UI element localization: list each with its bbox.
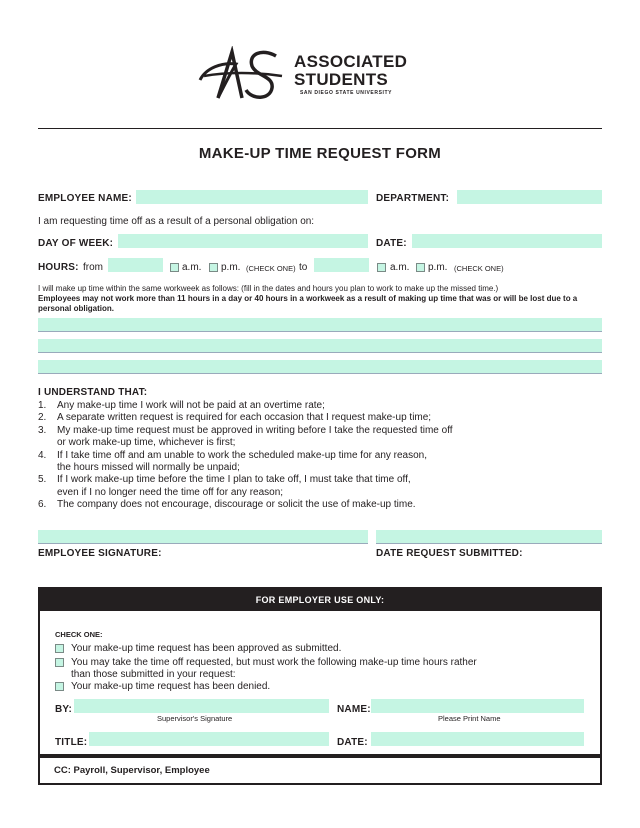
hours-to-field[interactable]: [314, 258, 369, 272]
makeup-note: I will make up time within the same workweek as follows: (fill in the dates and hours you plan to work to make up the missed time.): [38, 284, 499, 293]
requesting-text: I am requesting time off as a result of a personal obligation on:: [38, 216, 315, 227]
logo-subtitle: SAN DIEGO STATE UNIVERSITY: [300, 90, 393, 96]
to-pm-label: p.m.: [428, 262, 448, 273]
hours-from-text: from: [83, 262, 103, 273]
supervisor-caption: Supervisor's Signature: [157, 714, 233, 723]
makeup-line-3[interactable]: [38, 360, 602, 374]
from-am-checkbox[interactable]: [170, 263, 179, 272]
employer-heading: FOR EMPLOYER USE ONLY:: [40, 589, 600, 611]
hours-to-text: to: [299, 262, 308, 273]
date-label: DATE:: [376, 238, 407, 249]
to-am-label: a.m.: [390, 262, 410, 273]
approved-checkbox[interactable]: [55, 644, 64, 653]
day-of-week-label: DAY OF WEEK:: [38, 238, 114, 249]
approved-text: Your make-up time request has been approved as submitted.: [71, 643, 342, 654]
department-label: DEPARTMENT:: [376, 193, 450, 204]
supervisor-name-field[interactable]: [371, 699, 584, 713]
employer-section: [38, 587, 602, 756]
form-title: MAKE-UP TIME REQUEST FORM: [198, 145, 442, 162]
understand-heading: I UNDERSTAND THAT:: [38, 387, 148, 398]
from-check-one-text: (CHECK ONE): [246, 264, 296, 273]
modified-text-line1: You may take the time off requested, but must work the following make-up time hours rather: [71, 657, 477, 668]
print-name-caption: Please Print Name: [438, 714, 501, 723]
check-one-label: CHECK ONE:: [55, 630, 103, 639]
makeup-line-1[interactable]: [38, 318, 602, 332]
employer-date-label: DATE:: [337, 737, 368, 748]
list-item: 6. The company does not encourage, discourage or solicit the use of make-up time.: [38, 499, 416, 511]
logo-word-associated: ASSOCIATED: [294, 52, 408, 71]
employee-name-field[interactable]: [136, 190, 368, 204]
associated-students-logo-icon: [196, 46, 286, 102]
header-divider: [38, 128, 602, 129]
employee-signature-label: EMPLOYEE SIGNATURE:: [38, 548, 162, 559]
date-submitted-label: DATE REQUEST SUBMITTED:: [376, 548, 523, 559]
cc-text: CC: Payroll, Supervisor, Employee: [54, 765, 210, 776]
employee-signature-field[interactable]: [38, 530, 368, 544]
name-label: NAME:: [337, 704, 371, 715]
employer-date-field[interactable]: [371, 732, 584, 746]
hours-from-field[interactable]: [108, 258, 163, 272]
list-item: 3. My make-up time request must be approved in writing before I take the requested time off or work make-up time, whichever is first;: [38, 424, 453, 449]
understand-list: [38, 400, 453, 512]
modified-checkbox[interactable]: [55, 658, 64, 667]
denied-checkbox[interactable]: [55, 682, 64, 691]
logo-word-students: STUDENTS: [294, 70, 389, 89]
department-field[interactable]: [457, 190, 602, 204]
list-item: 5. If I work make-up time before the time I plan to take off, I must take that time off, even if I no longer need the time off for any reason;: [38, 474, 411, 498]
from-am-label: a.m.: [182, 262, 202, 273]
title-label: TITLE:: [55, 737, 88, 748]
list-item: 2. A separate written request is required for each occasion that I request make-up time;: [38, 412, 432, 424]
date-field[interactable]: [412, 234, 602, 248]
to-check-one-text: (CHECK ONE): [454, 264, 504, 273]
employee-name-label: EMPLOYEE NAME:: [38, 193, 132, 204]
list-item: 1. Any make-up time I work will not be paid at an overtime rate;: [38, 400, 325, 411]
day-of-week-field[interactable]: [118, 234, 368, 248]
to-pm-checkbox[interactable]: [416, 263, 425, 272]
denied-text: Your make-up time request has been denied.: [71, 681, 271, 692]
hours-label: HOURS:: [38, 262, 79, 273]
supervisor-title-field[interactable]: [89, 732, 329, 746]
makeup-line-2[interactable]: [38, 339, 602, 353]
by-label: BY:: [55, 704, 73, 715]
to-am-checkbox[interactable]: [377, 263, 386, 272]
modified-text-line2: than those submitted in your request:: [71, 669, 236, 680]
makeup-warning: Employees may not work more than 11 hours in a day or 40 hours in a workweek as a result of making up time that was or will be lost due to a personal obligation.: [38, 294, 578, 313]
from-pm-label: p.m.: [221, 262, 241, 273]
cc-section: [38, 756, 602, 785]
list-item: 4. If I take time off and am unable to work the scheduled make-up time for any reason, the hours missed will normally be unpaid;: [38, 449, 428, 474]
supervisor-signature-field[interactable]: [74, 699, 329, 713]
date-submitted-field[interactable]: [376, 530, 602, 544]
from-pm-checkbox[interactable]: [209, 263, 218, 272]
